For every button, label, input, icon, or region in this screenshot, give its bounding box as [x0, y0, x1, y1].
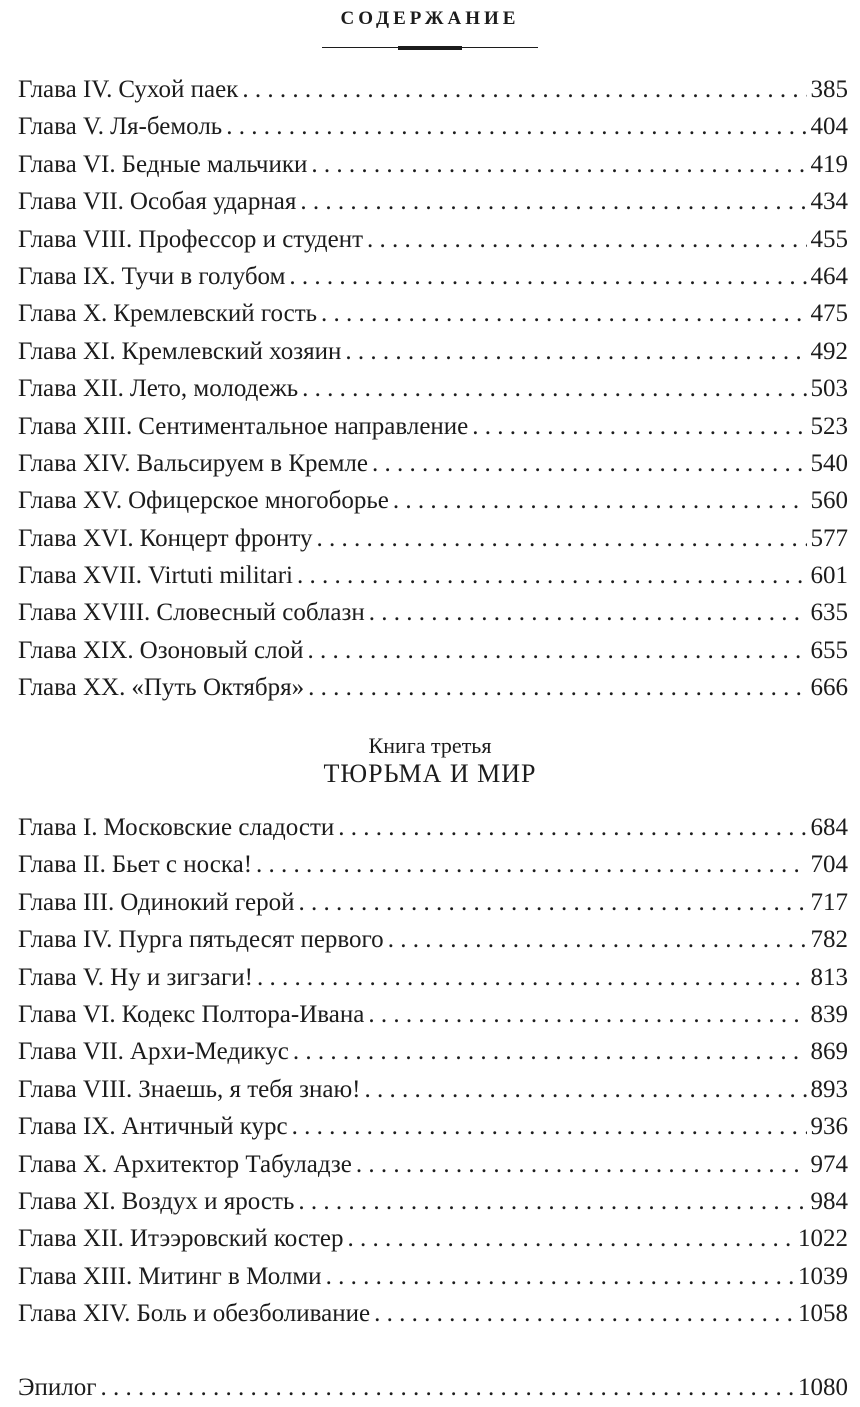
toc-entry-title: Московские сладости — [103, 814, 335, 841]
book-three-title: ТЮРЬМА И МИР — [323, 759, 537, 788]
toc-entry[interactable] — [18, 520, 848, 557]
toc-entry-title: Ля-бемоль — [110, 113, 223, 141]
dot-leader — [311, 146, 806, 183]
toc-entry-page: 893 — [810, 1075, 848, 1103]
toc-entry[interactable] — [18, 1033, 848, 1070]
toc-entry-page: 813 — [810, 963, 848, 991]
dot-leader — [345, 333, 806, 370]
toc-entry-page: 503 — [810, 375, 848, 403]
toc-entry-page: 984 — [810, 1187, 848, 1215]
toc-entry-chapter: Глава XII. — [18, 1225, 124, 1253]
toc-entry-title: Бедные мальчики — [121, 150, 308, 178]
toc-entry-chapter: Глава XIII. — [18, 412, 133, 440]
toc-entry[interactable] — [18, 183, 848, 220]
dot-leader — [292, 1108, 807, 1145]
toc-entry-chapter: Глава XI. — [18, 1187, 116, 1215]
toc-book-three — [18, 809, 848, 1332]
toc-entry-title: Концерт фронту — [139, 524, 313, 552]
toc-entry[interactable] — [18, 594, 848, 631]
toc-entry-page: 560 — [810, 487, 848, 515]
toc-entry-chapter: Глава VII. — [18, 188, 124, 216]
dot-leader — [293, 1033, 807, 1070]
dot-leader — [297, 557, 807, 594]
toc-entry-chapter: Глава X. — [18, 300, 108, 328]
toc-entry-title: Знаешь, я тебя знаю! — [138, 1075, 361, 1103]
dot-leader — [298, 1183, 806, 1220]
toc-entry-chapter: Глава XIV. — [18, 449, 131, 477]
dot-leader — [242, 71, 806, 108]
toc-entry-chapter: Глава III. — [18, 888, 115, 916]
toc-entry-title: Архитектор Табуладзе — [113, 1150, 352, 1178]
dot-leader — [348, 1220, 794, 1257]
book-three-heading — [0, 733, 860, 789]
toc-entry[interactable] — [18, 632, 848, 669]
book-three-label: Книга третья — [368, 733, 492, 758]
toc-entry-title: Сентиментальное направление — [138, 412, 469, 440]
toc-entry-title: Боль и обезболивание — [136, 1300, 371, 1328]
toc-entry-chapter: Глава VIII. — [18, 1075, 133, 1103]
dot-leader — [472, 408, 806, 445]
toc-entry-title: Кодекс Полтора-Ивана — [121, 1000, 365, 1028]
toc-entry-chapter: Глава IV. — [18, 76, 113, 103]
toc-entry-page: 464 — [810, 262, 848, 290]
toc-entry[interactable] — [18, 884, 848, 921]
toc-entry-page: 1022 — [798, 1225, 848, 1253]
dot-leader — [308, 632, 807, 669]
toc-entry-page: 684 — [810, 814, 848, 841]
dot-leader — [372, 445, 806, 482]
toc-entry-title: Профессор и студент — [138, 225, 364, 253]
toc-entry-chapter: Глава X. — [18, 1150, 108, 1178]
toc-entry-title: Эпилог — [18, 1374, 97, 1401]
toc-entry[interactable] — [18, 146, 848, 183]
toc-entry-page: 839 — [810, 1000, 848, 1028]
toc-entry-page: 869 — [810, 1038, 848, 1066]
toc-entry-chapter: Глава XX. — [18, 674, 126, 702]
toc-entry-chapter: Глава IX. — [18, 1113, 116, 1141]
dot-leader — [256, 846, 806, 883]
toc-entry[interactable] — [18, 295, 848, 332]
dot-leader — [364, 1071, 806, 1108]
toc-entry-page: 1080 — [798, 1374, 848, 1401]
toc-entry-title: Вальсируем в Кремле — [136, 449, 369, 477]
toc-entry-page: 704 — [810, 851, 848, 879]
toc-entry-page: 936 — [810, 1113, 848, 1141]
toc-entry-chapter: Глава IV. — [18, 926, 113, 954]
toc-entry[interactable] — [18, 557, 848, 594]
toc-entry-chapter: Глава XVI. — [18, 524, 134, 552]
toc-entry[interactable] — [18, 408, 848, 445]
toc-entry-page: 717 — [810, 888, 848, 916]
toc-entry-page: 666 — [810, 674, 848, 702]
toc-entry-chapter: Глава V. — [18, 963, 105, 991]
toc-entry[interactable] — [18, 669, 848, 706]
toc-entry-chapter: Глава IX. — [18, 262, 116, 290]
toc-entry-title: Лето, молодежь — [129, 375, 299, 403]
toc-entry-title: Ну и зигзаги! — [110, 963, 253, 991]
toc-entry[interactable] — [18, 1258, 848, 1295]
toc-entry[interactable] — [18, 1108, 848, 1145]
toc-entry[interactable] — [18, 996, 848, 1033]
toc-entry-epilogue[interactable] — [18, 1369, 848, 1406]
toc-entry[interactable] — [18, 1220, 848, 1257]
toc-entry-chapter: Глава XVIII. — [18, 599, 151, 627]
toc-entry[interactable] — [18, 71, 848, 108]
toc-entry-chapter: Глава VI. — [18, 150, 116, 178]
toc-entry[interactable] — [18, 258, 848, 295]
dot-leader — [101, 1369, 795, 1406]
toc-entry[interactable] — [18, 846, 848, 883]
toc-entry-page: 523 — [810, 412, 848, 440]
toc-entry-page: 635 — [810, 599, 848, 627]
toc-entry-page: 404 — [810, 113, 848, 141]
toc-entry[interactable] — [18, 445, 848, 482]
dot-leader — [356, 1146, 807, 1183]
toc-entry-page: 455 — [810, 225, 848, 253]
toc-entry-title: Бьет с носка! — [111, 851, 253, 879]
toc-entry-page: 601 — [810, 562, 848, 590]
toc-entry-chapter: Глава I. — [18, 814, 98, 841]
toc-entry[interactable] — [18, 1295, 848, 1332]
toc-entry-page: 540 — [810, 449, 848, 477]
toc-entry-chapter: Глава XI. — [18, 337, 116, 365]
toc-entry-page: 475 — [810, 300, 848, 328]
toc-entry-title: Митинг в Молми — [138, 1262, 322, 1290]
toc-entry-title: Кремлевский гость — [113, 300, 318, 328]
toc-entry-title: Итээровский костер — [129, 1225, 344, 1253]
toc-entry-title: Офицерское многоборье — [128, 487, 389, 515]
dot-leader — [368, 996, 806, 1033]
toc-entry-page: 1058 — [798, 1300, 848, 1328]
toc-entry-chapter: Глава VII. — [18, 1038, 124, 1066]
toc-entry-title: Особая ударная — [129, 188, 297, 216]
toc-entry-page: 577 — [810, 524, 848, 552]
toc-entry-title: «Путь Октября» — [131, 674, 305, 702]
page-header — [0, 0, 860, 60]
toc-entry-title: Одинокий герой — [120, 888, 295, 916]
toc-entry-chapter: Глава XV. — [18, 487, 123, 515]
page-title: СОДЕРЖАНИЕ — [340, 8, 520, 29]
toc-entry[interactable] — [18, 1071, 848, 1108]
toc-entry-page: 1039 — [798, 1262, 848, 1290]
toc-entry-page: 655 — [810, 636, 848, 664]
dot-leader — [338, 809, 806, 846]
dot-leader — [302, 370, 806, 407]
toc-entry-title: Virtuti militari — [147, 562, 293, 590]
dot-leader — [257, 959, 807, 996]
toc-entry-chapter: Глава XVII. — [18, 562, 142, 590]
toc-entry-title: Архи-Медикус — [129, 1038, 289, 1066]
toc-entry-title: Воздух и ярость — [121, 1187, 295, 1215]
toc-entry-title: Кремлевский хозяин — [121, 337, 342, 365]
toc-entry[interactable] — [18, 959, 848, 996]
dot-leader — [289, 258, 806, 295]
dot-leader — [374, 1295, 794, 1332]
toc-entry-page: 419 — [810, 150, 848, 178]
dot-leader — [326, 1258, 794, 1295]
toc-entry-chapter: Глава II. — [18, 851, 106, 879]
dot-leader — [226, 108, 806, 145]
toc-entry-title: Пурга пятьдесят первого — [118, 926, 384, 954]
toc-entry-chapter: Глава V. — [18, 113, 105, 141]
toc-entry-chapter: Глава XIX. — [18, 636, 134, 664]
toc-entry[interactable] — [18, 1146, 848, 1183]
dot-leader — [308, 669, 806, 706]
dot-leader — [300, 183, 806, 220]
toc-entry-chapter: Глава XIV. — [18, 1300, 131, 1328]
toc-entry[interactable] — [18, 108, 848, 145]
toc-entry-title: Тучи в голубом — [121, 262, 286, 290]
toc-entry-chapter: Глава VI. — [18, 1000, 116, 1028]
toc-entry[interactable] — [18, 809, 848, 846]
toc-entry-chapter: Глава VIII. — [18, 225, 133, 253]
toc-entry[interactable] — [18, 921, 848, 958]
toc-entry-title: Словесный соблазн — [156, 599, 365, 627]
toc-entry[interactable] — [18, 221, 848, 258]
toc-entry[interactable] — [18, 482, 848, 519]
toc-entry-title: Античный курс — [121, 1113, 288, 1141]
dot-leader — [369, 594, 807, 631]
toc-entry-chapter: Глава XII. — [18, 375, 124, 403]
toc-entry-title: Сухой паек — [118, 76, 239, 103]
dot-leader — [393, 482, 807, 519]
toc-entry-page: 385 — [810, 76, 848, 103]
dot-leader — [388, 921, 807, 958]
toc-entry-page: 782 — [810, 926, 848, 954]
toc-entry-chapter: Глава XIII. — [18, 1262, 133, 1290]
dot-leader — [298, 884, 806, 921]
title-rule-accent — [398, 46, 462, 50]
dot-leader — [321, 295, 806, 332]
dot-leader — [367, 221, 806, 258]
toc-part-one — [18, 71, 848, 707]
toc-entry[interactable] — [18, 333, 848, 370]
toc-epilogue — [18, 1369, 848, 1406]
toc-entry[interactable] — [18, 1183, 848, 1220]
toc-entry-page: 492 — [810, 337, 848, 365]
dot-leader — [316, 520, 806, 557]
toc-entry-title: Озоновый слой — [139, 636, 304, 664]
toc-entry-page: 434 — [810, 188, 848, 216]
toc-entry[interactable] — [18, 370, 848, 407]
toc-entry-page: 974 — [810, 1150, 848, 1178]
